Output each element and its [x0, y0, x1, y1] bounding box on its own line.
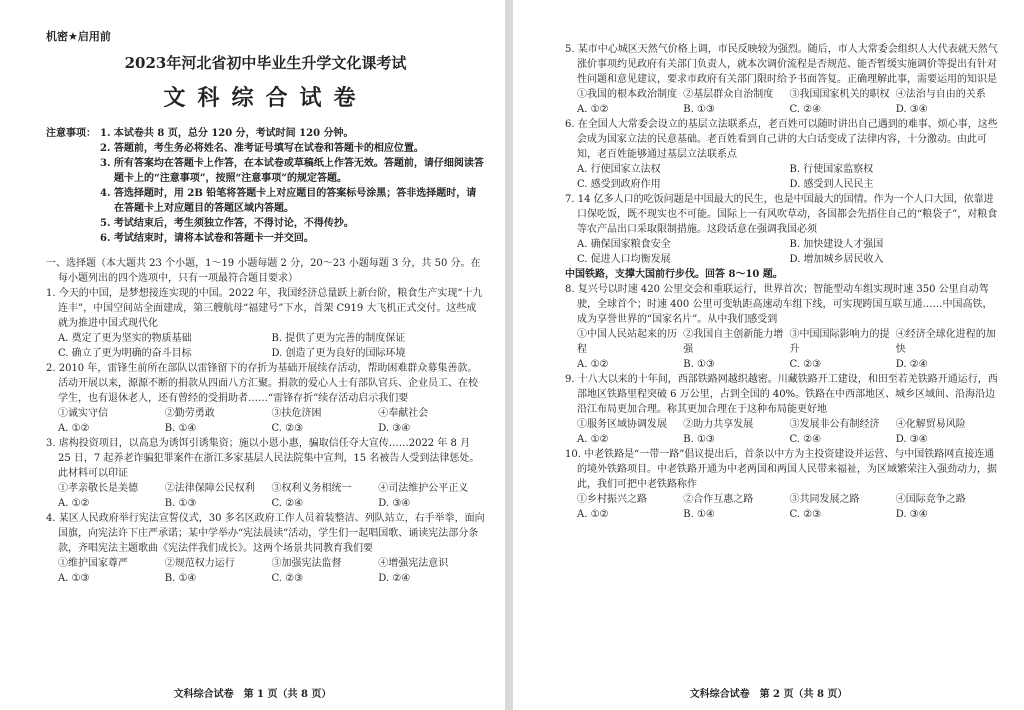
- notice-item: 3. 所有答案均在答题卡上作答，在本试卷或草稿纸上作答无效。答题前，请仔细阅读答题卡上的“注意事项”，按照“注意事项”的规定答题。: [100, 158, 484, 184]
- answer-option: A. ①②: [577, 434, 609, 445]
- statement-item: ③发展非公有制经济: [789, 419, 880, 430]
- statement-item: ①维护国家尊严: [58, 558, 128, 569]
- answer-option: A. 行使国家立法权: [577, 164, 661, 175]
- notice-block: [46, 126, 485, 246]
- question-list: [565, 282, 1002, 522]
- notice-label: 注意事项：: [46, 128, 96, 139]
- notice-item: 4. 答选择题时，用 2B 铅笔将答题卡上对应题目的答案标号涂黑；答非选择题时，请在答题卡上对应题目的答题区域内答题。: [100, 188, 477, 214]
- question-stem: 9. 十八大以来的十年间，西部铁路网越织越密。川藏铁路开工建设，和田至若羌铁路开通运行，西部地区铁路里程突破 6 万公里，占到全国的 40%。铁路在中西部地区、城乡区域间、沿海沿边沿江布局更加合理。称其更加合理在于这种布局能更好地: [565, 374, 998, 415]
- answer-option: A. 奠定了更为坚实的物质基础: [58, 333, 192, 344]
- statement-item: ③我国国家机关的职权: [789, 89, 890, 100]
- statement-item: ①诚实守信: [58, 408, 108, 419]
- answer-options: [565, 507, 1002, 522]
- page-1: [0, 0, 505, 710]
- answer-options: [565, 237, 1002, 267]
- answer-option: B. ①③: [164, 498, 197, 509]
- notice-item: 2. 答题前，考生务必将姓名、准考证号填写在试卷和答题卡的相应位置。: [100, 143, 424, 154]
- answer-option: C. ②③: [789, 509, 822, 520]
- answer-option: C. ②④: [789, 434, 822, 445]
- statement-item: ②基层群众自治制度: [683, 89, 774, 100]
- statement-list: [46, 556, 485, 571]
- notice-item: 6. 考试结束时，请将本试卷和答题卡一并交回。: [100, 233, 314, 244]
- answer-option: D. 增加城乡居民收入: [789, 254, 884, 265]
- answer-options: [46, 571, 485, 586]
- question-stem: 5. 某市中心城区天然气价格上调，市民反映较为强烈。随后，市人大常委会组织人大代表就天然气涨价事项约见政府有关部门负责人，就本次调价流程是否规范、能否暂缓实施调价等提出有针对性问题和意见建议，要求市政府有关部门限时给予书面答复。正确理解此事，需要运用的知识是: [565, 44, 998, 85]
- answer-options: [46, 331, 485, 361]
- question: [565, 192, 1002, 267]
- statement-item: ②勤劳勇敢: [164, 408, 215, 419]
- statement-item: ①乡村振兴之路: [577, 494, 647, 505]
- statement-list: [46, 481, 485, 496]
- statement-item: ②合作互惠之路: [683, 494, 754, 505]
- statement-item: ④司法维护公平正义: [378, 483, 469, 494]
- statement-item: ④化解贸易风险: [895, 419, 966, 430]
- answer-option: A. ①②: [58, 423, 90, 434]
- statement-item: ③中国国际影响力的提升: [789, 329, 890, 355]
- statement-item: ①我国的根本政治制度: [577, 89, 677, 100]
- statement-item: ④法治与自由的关系: [895, 89, 986, 100]
- page-footer: 文科综合试卷 第 2 页（共 8 页）: [689, 689, 848, 700]
- notice-list: [100, 126, 485, 246]
- answer-option: C. 感受到政府作用: [577, 179, 661, 190]
- question: [565, 372, 1002, 447]
- statement-list: [565, 417, 1002, 432]
- answer-option: B. 行使国家监察权: [789, 164, 874, 175]
- answer-option: D. ③④: [895, 434, 928, 445]
- answer-option: D. ②④: [895, 359, 928, 370]
- statement-list: [46, 406, 485, 421]
- answer-option: C. ②③: [271, 423, 304, 434]
- answer-option: A. ①②: [58, 498, 90, 509]
- answer-option: B. ①④: [683, 509, 715, 520]
- statement-item: ③权利义务相统一: [271, 483, 352, 494]
- answer-option: B. ①④: [164, 573, 197, 584]
- answer-option: D. ③④: [378, 423, 411, 434]
- answer-options: [565, 357, 1002, 372]
- answer-option: B. 提供了更为完善的制度保证: [271, 333, 406, 344]
- statement-item: ②助力共享发展: [683, 419, 754, 430]
- page-footer: 文科综合试卷 第 1 页（共 8 页）: [173, 689, 332, 700]
- page-2: [513, 0, 1024, 710]
- question: [46, 361, 485, 436]
- answer-option: B. ①④: [164, 423, 197, 434]
- answer-options: [565, 102, 1002, 117]
- answer-option: C. 促进人口均衡发展: [577, 254, 671, 265]
- answer-option: A. 确保国家粮食安全: [577, 239, 671, 250]
- answer-option: C. ②③: [271, 573, 304, 584]
- question-list: [46, 286, 485, 586]
- notice-item: 5. 考试结束后，考生须独立作答，不得讨论，不得传抄。: [100, 218, 354, 229]
- answer-option: A. ①③: [58, 573, 90, 584]
- statement-list: [565, 87, 1002, 102]
- question-stem: 1. 今天的中国，是梦想接连实现的中国。2022 年，我国经济总量跃上新台阶，粮食生产实现“十九连丰”，中国空间站全面建成，第三艘航母“福建号”下水，首架 C919 大飞机正式交付。这些成就为推进中国式现代化: [46, 288, 483, 329]
- answer-option: C. ②④: [271, 498, 304, 509]
- statement-item: ③扶危济困: [271, 408, 322, 419]
- answer-option: A. ①②: [577, 104, 609, 115]
- answer-option: B. ①③: [683, 104, 715, 115]
- answer-option: B. ①③: [683, 359, 715, 370]
- statement-item: ①服务区域协调发展: [577, 419, 667, 430]
- answer-option: D. ③④: [378, 498, 411, 509]
- question: [46, 286, 485, 361]
- notice-item: 1. 本试卷共 8 页，总分 120 分，考试时间 120 分钟。: [100, 128, 354, 139]
- answer-option: D. ②④: [378, 573, 411, 584]
- question: [565, 282, 1002, 372]
- statement-item: ①中国人民站起来的历程: [577, 329, 677, 355]
- section-heading: 一、选择题（本大题共 23 个小题，1～19 小题每题 2 分，20～23 小题每题 3 分，共 50 分。在每小题列出的四个选项中，只有一项最符合题目要求）: [46, 258, 481, 284]
- subject-title: 文科综合试卷: [163, 85, 368, 111]
- answer-options: [565, 162, 1002, 192]
- answer-option: A. ①②: [577, 359, 609, 370]
- question-stem: 2. 2010 年，雷锋生前所在部队以雷锋留下的存折为基础开展续存活动，帮助困难群众募集善款。活动开展以来，源源不断的捐款从四面八方汇聚。捐款的爱心人士有部队官兵、企业员工、在校学生，也有退休老人，还有曾经的受捐助者……“雷锋存折”续存活动启示我们要: [46, 363, 478, 404]
- question: [565, 42, 1002, 117]
- question-stem: 6. 在全国人大常委会设立的基层立法联系点，老百姓可以随时讲出自己遇到的难事、烦心事，这些会成为国家立法的民意基础。老百姓看到自己讲的大白话变成了法律内容，十分激动。由此可知，老百姓能够通过基层立法联系点: [565, 119, 998, 160]
- answer-option: C. ②③: [789, 359, 822, 370]
- statement-item: ④经济全球化进程的加快: [895, 329, 996, 355]
- question-stem: 8. 复兴号以时速 420 公里交会和重联运行，世界首次；智能型动车组实现时速 350 公里自动驾驶，全球首个；时速 400 公里可变轨距高速动车组下线，可实现跨国互联互通……中国高铁，成为享誉世界的“国家名片”。从中我们感受到: [565, 284, 993, 325]
- answer-option: B. ①③: [683, 434, 715, 445]
- question-stem: 3. 虐构投资项目，以高息为诱饵引诱集资；施以小恩小惠，骗取信任夺大宣传……2022 年 8 月 25 日，7 起养老诈骗犯罪案件在浙江多家基层人民法院集中宣判，15 名被告人受到法律惩处。此材料可以印证: [46, 438, 480, 479]
- question-stem: 4. 某区人民政府举行宪法宣誓仪式，30 多名区政府工作人员着装整洁、列队站立，右手举拳，面向国旗，向宪法许下庄严承诺；某中学举办“宪法晨读”活动，学生们一起唱国歌、诵读宪法部分条款，齐唱宪法主题歌曲《宪法伴我们成长》。这两个场景共同教育我们要: [46, 513, 485, 554]
- question: [565, 117, 1002, 192]
- answer-option: D. ③④: [895, 104, 928, 115]
- answer-option: D. 感受到人民民主: [789, 179, 874, 190]
- question-list: [565, 42, 1002, 267]
- question-stem: 10. 中老铁路是“一带一路”倡议提出后，首条以中方为主投资建设并运营、与中国铁路网直接连通的境外铁路项目。中老铁路开通为中老两国和两国人民带来福祉，为区域繁荣注入强劲动力，据此，我们可把中老铁路称作: [565, 449, 997, 490]
- answer-options: [565, 432, 1002, 447]
- statement-item: ③加强宪法监督: [271, 558, 342, 569]
- answer-options: [46, 421, 485, 436]
- exam-title: 2023年河北省初中毕业生升学文化课考试: [124, 54, 407, 72]
- answer-option: A. ①②: [577, 509, 609, 520]
- answer-option: C. 确立了更为明确的奋斗目标: [58, 348, 192, 359]
- answer-option: C. ②④: [789, 104, 822, 115]
- statement-item: ②法律保障公民权利: [164, 483, 255, 494]
- question-stem: 7. 14 亿多人口的吃饭问题是中国最大的民生，也是中国最大的国情。作为一个人口大国，依靠进口保吃饭，既不现实也不可能。国际上一有风吹草动，各国都会先捂住自己的“粮袋子”，对粮食等农产品出口采取限制措施。这段话意在强调我国必须: [565, 194, 998, 235]
- statement-item: ②我国自主创新能力增强: [683, 329, 784, 355]
- answer-option: D. ③④: [895, 509, 928, 520]
- question: [565, 447, 1002, 522]
- statement-item: ③共同发展之路: [789, 494, 860, 505]
- statement-list: [565, 327, 1002, 357]
- statement-item: ①孝亲敬长是美德: [58, 483, 138, 494]
- question: [46, 436, 485, 511]
- question-group-intro: 中国铁路，支撑大国前行步伐。回答 8～10 题。: [565, 269, 783, 280]
- statement-item: ④国际竞争之路: [895, 494, 966, 505]
- confidential-label: 机密★启用前: [46, 30, 111, 43]
- answer-option: B. 加快建设人才强国: [789, 239, 884, 250]
- statement-item: ④奉献社会: [378, 408, 429, 419]
- question: [46, 511, 485, 586]
- answer-options: [46, 496, 485, 511]
- answer-option: D. 创造了更为良好的国际环境: [271, 348, 406, 359]
- statement-item: ④增强宪法意识: [378, 558, 449, 569]
- statement-item: ②规范权力运行: [164, 558, 235, 569]
- statement-list: [565, 492, 1002, 507]
